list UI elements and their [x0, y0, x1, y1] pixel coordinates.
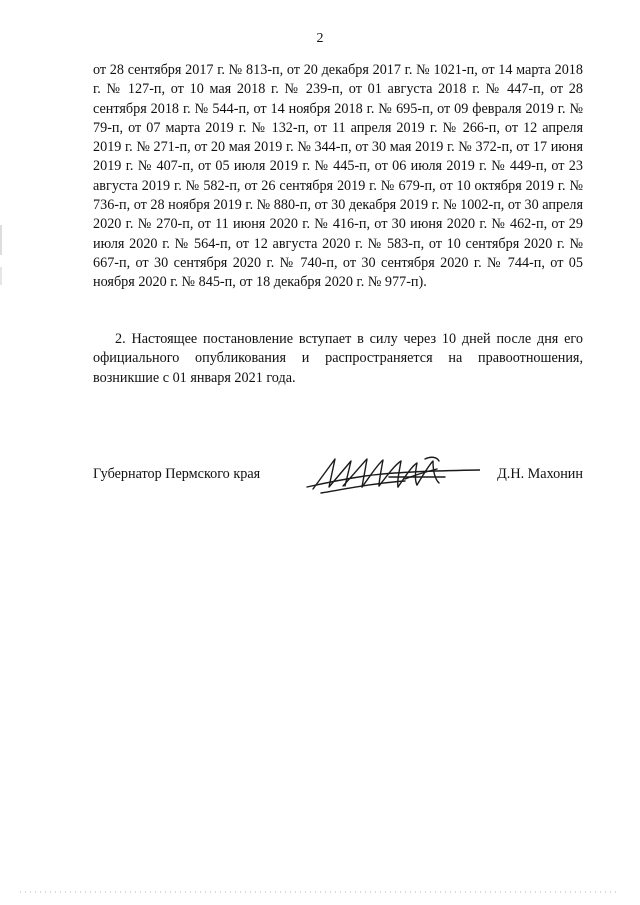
signature-block	[93, 466, 583, 506]
page-number: 2	[316, 31, 324, 46]
scan-bottom-dotted-line	[20, 890, 620, 894]
signer-title: Губернатор Пермского края	[93, 466, 261, 482]
handwritten-signature	[305, 453, 480, 498]
paragraph-effective-date: 2. Настоящее постановление вступает в силу через 10 дней после дня его официального опубликования и распространяется на правоотношения, возникшие с 01 января 2021 года.	[93, 331, 583, 386]
signer-name: Д.Н. Махонин	[497, 466, 583, 482]
scan-edge-marks	[0, 225, 3, 305]
paragraph-amendments-list: от 28 сентября 2017 г. № 813-п, от 20 декабря 2017 г. № 1021-п, от 14 марта 2018 г. № 127-п, от 10 мая 2018 г. № 239-п, от 01 августа 2018 г. № 447-п, от 28 сентября 2018 г. № 544-п, от 14 ноября 2018 г. № 695-п, от 09 февраля 2019 г. № 79-п, от 07 марта 2019 г. № 132-п, от 11 апреля 2019 г. № 266-п, от 12 апреля 2019 г. № 271-п, от 20 мая 2019 г. № 344-п, от 30 мая 2019 г. № 372-п, от 17 июня 2019 г. № 407-п, от 05 июля 2019 г. № 445-п, от 06 июля 2019 г. № 449-п, от 23 августа 2019 г. № 582-п, от 26 сентября 2019 г. № 679-п, от 10 октября 2019 г. № 736-п, от 28 ноября 2019 г. № 880-п, от 30 декабря 2019 г. № 1002-п, от 30 апреля 2020 г. № 270-п, от 11 июня 2020 г. № 416-п, от 30 июня 2020 г. № 462-п, от 29 июля 2020 г. № 564-п, от 12 августа 2020 г. № 583-п, от 10 сентября 2020 г. № 667-п, от 30 сентября 2020 г. № 740-п, от 30 сентября 2020 г. № 744-п, от 05 ноября 2020 г. № 845-п, от 18 декабря 2020 г. № 977-п).	[93, 62, 583, 291]
